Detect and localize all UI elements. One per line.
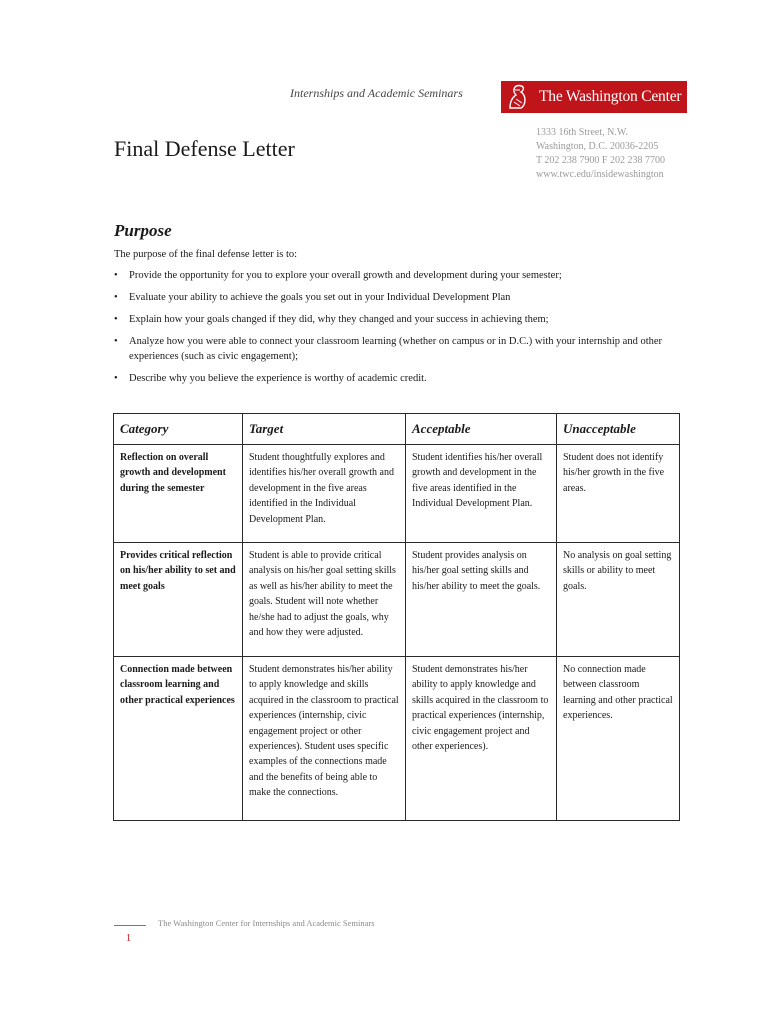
column-header-target: Target [243,414,406,445]
footer-divider [114,925,146,926]
unacceptable-cell: No connection made between classroom learning and other practical experiences. [557,657,680,821]
column-header-unacceptable: Unacceptable [557,414,680,445]
target-cell: Student demonstrates his/her ability to apply knowledge and skills acquired in the classroom to practical experiences (internship, civic engagement project or other experiences). Student uses specific examples of the connections made and the benefits of being able to make the connections. [243,657,406,821]
list-item-text: Evaluate your ability to achieve the goals you set out in your Individual Development Plan [129,292,511,303]
target-cell: Student thoughtfully explores and identifies his/her overall growth and development in the five areas identified in the Individual Development Plan. [243,445,406,543]
footer-text: The Washington Center for Internships and Academic Seminars [158,918,375,928]
washington-center-logo [501,81,687,113]
acceptable-cell: Student identifies his/her overall growth and development in the five areas identified in the Individual Development Plan. [406,445,557,543]
address-line: 1333 16th Street, N.W. [536,127,628,138]
logo-text: The Washington Center [539,88,682,105]
address-line: Washington, D.C. 20036-2205 [536,141,659,152]
website-line: www.twc.edu/insidewashington [536,169,664,180]
unacceptable-cell: No analysis on goal setting skills or ability to meet goals. [557,543,680,657]
bullet-icon: • [114,314,118,325]
column-header-category: Category [114,414,243,445]
list-item [114,371,684,386]
phone-fax-line: T 202 238 7900 F 202 238 7700 [536,155,665,166]
header-tagline: Internships and Academic Seminars [290,86,463,100]
bullet-icon: • [114,373,118,384]
unacceptable-cell: Student does not identify his/her growth in the five areas. [557,445,680,543]
eagle-emblem-icon [501,81,533,113]
table-row [114,445,680,543]
acceptable-cell: Student provides analysis on his/her goal setting skills and his/her ability to meet the goals. [406,543,557,657]
category-cell: Reflection on overall growth and development during the semester [114,445,243,543]
purpose-intro: The purpose of the final defense letter is to: [114,249,298,260]
category-cell: Connection made between classroom learning and other practical experiences [114,657,243,821]
list-item-text: Describe why you believe the experience is worthy of academic credit. [129,373,427,384]
address-block [536,126,665,182]
table-row [114,543,680,657]
list-item [114,268,684,283]
bullet-icon: • [114,292,118,303]
purpose-list [114,268,684,393]
list-item-text: Analyze how you were able to connect your classroom learning (whether on campus or in D.C.) with your internship and other experiences (such as civic engagement); [129,336,663,362]
rubric-table [113,413,680,821]
purpose-heading: Purpose [114,221,172,240]
page-number: 1 [126,933,131,944]
table-header-row [114,414,680,445]
acceptable-cell: Student demonstrates his/her ability to apply knowledge and skills acquired in the classroom to practical experiences (internship, civic engagement project and other experiences). [406,657,557,821]
column-header-acceptable: Acceptable [406,414,557,445]
table-row [114,657,680,821]
list-item [114,312,684,327]
document-title: Final Defense Letter [114,136,295,161]
list-item-text: Provide the opportunity for you to explore your overall growth and development during your semester; [129,270,562,281]
list-item-text: Explain how your goals changed if they did, why they changed and your success in achieving them; [129,314,549,325]
bullet-icon: • [114,270,118,281]
category-cell: Provides critical reflection on his/her ability to set and meet goals [114,543,243,657]
list-item [114,290,684,305]
list-item [114,334,684,364]
target-cell: Student is able to provide critical analysis on his/her goal setting skills as well as his/her ability to meet the goals. Student will note whether he/she had to adjust the goals, why and how they were adjusted. [243,543,406,657]
bullet-icon: • [114,336,118,347]
